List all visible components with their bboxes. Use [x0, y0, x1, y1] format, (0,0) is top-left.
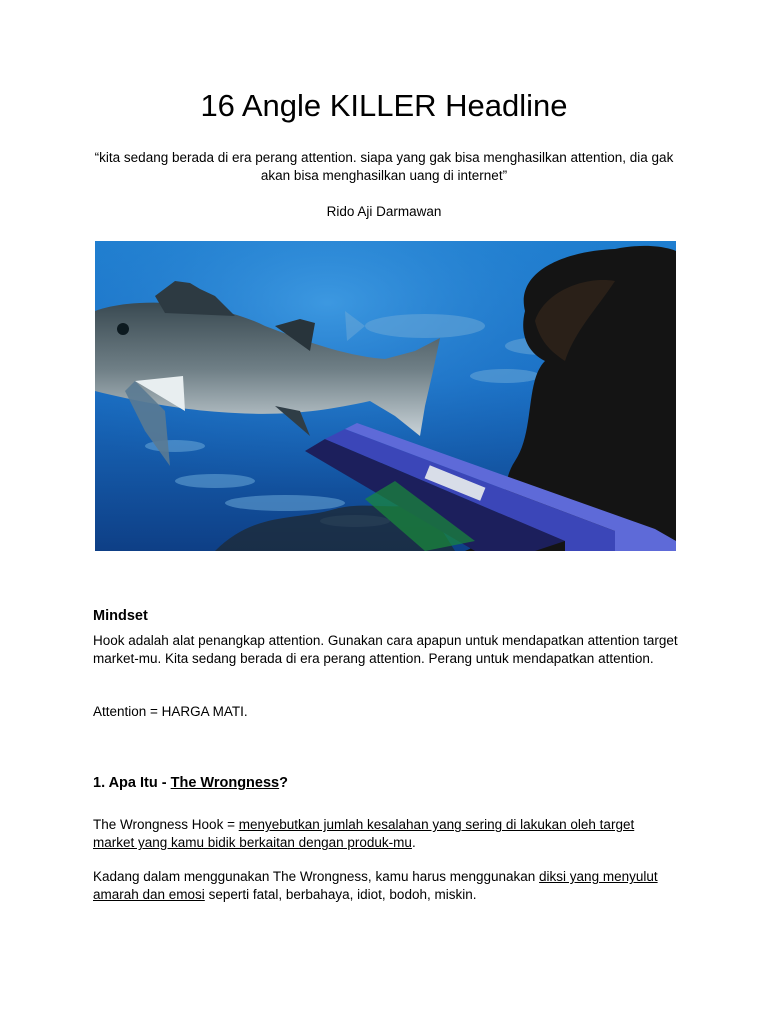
wrongness-link[interactable]: The Wrongness [170, 775, 280, 791]
section1-heading [93, 773, 288, 793]
quote: “kita sedang berada di era perang attention. siapa yang gak bisa menghasilkan attention, dia gak akan bisa menghasilkan uang di internet” [94, 150, 674, 183]
diksi-suffix: seperti fatal, berbahaya, idiot, bodoh, miskin. [204, 887, 477, 902]
mindset-paragraph: Hook adalah alat penangkap attention. Gunakan cara apapun untuk mendapatkan attention target market-mu. Kita sedang berada di era perang attention. Perang untuk mendapatkan attention. [93, 633, 678, 666]
section1-heading-prefix: 1. Apa Itu - [93, 775, 171, 791]
diksi-underlined: diksi yang menyulut amarah dan emosi [93, 869, 658, 902]
attention-line: Attention = HARGA MATI. [93, 704, 248, 719]
mindset-heading: Mindset [93, 608, 148, 624]
page-title: 16 Angle KILLER Headline [200, 88, 568, 123]
underwater-fish-image [95, 241, 676, 551]
definition-underlined: menyebutkan jumlah kesalahan yang sering di lakukan oleh target market yang kamu bidik berkaitan dengan produk-mu [93, 817, 635, 850]
definition-prefix: The Wrongness Hook = [93, 817, 239, 832]
quote-author: Rido Aji Darmawan [326, 204, 442, 219]
wrongness-definition [93, 816, 673, 852]
wrongness-diksi-paragraph [93, 868, 673, 904]
section1-heading-suffix: ? [279, 775, 288, 791]
diksi-prefix: Kadang dalam menggunakan The Wrongness, kamu harus menggunakan [93, 869, 540, 884]
definition-suffix: . [411, 835, 416, 850]
